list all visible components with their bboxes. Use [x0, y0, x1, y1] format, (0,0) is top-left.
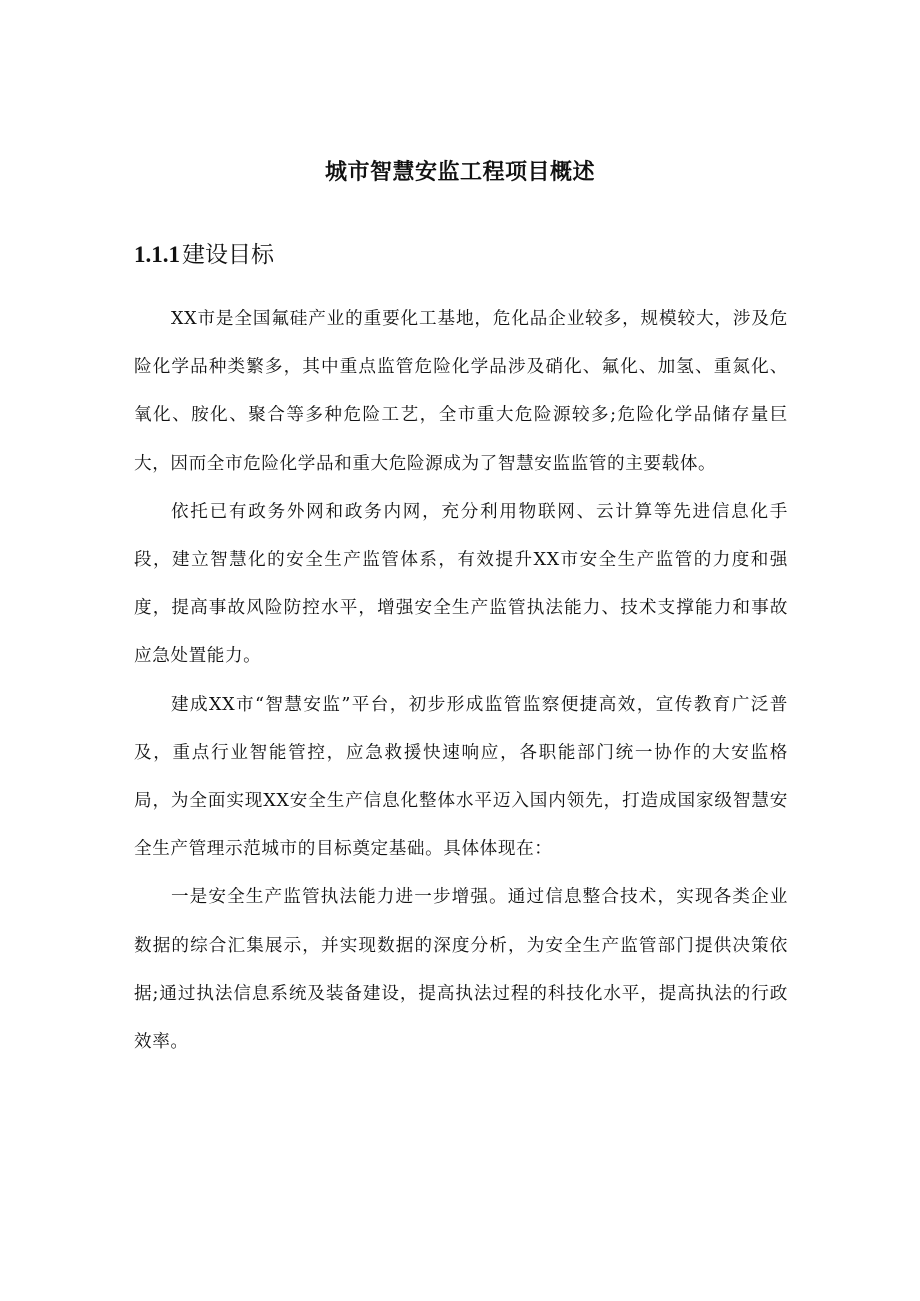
section-heading — [134, 237, 274, 273]
section-number: 1.1.1 — [134, 242, 180, 267]
body-text — [134, 295, 788, 1066]
paragraph: 一是安全生产监管执法能力进一步增强。通过信息整合技术，实现各类企业数据的综合汇集展示，并实现数据的深度分析，为安全生产监管部门提供决策依据;通过执法信息系统及装备建设，提高执法过程的科技化水平，提高执法的行政效率。 — [134, 887, 788, 1053]
paragraph: XX市是全国氟硅产业的重要化工基地，危化品企业较多，规模较大，涉及危险化学品种类繁多，其中重点监管危险化学品涉及硝化、氟化、加氢、重氮化、氧化、胺化、聚合等多种危险工艺，全市重大危险源较多;危险化学品储存量巨大，因而全市危险化学品和重大危险源成为了智慧安监监管的主要载体。 — [134, 309, 788, 474]
paragraph: 建成XX市“智慧安监”平台，初步形成监管监察便捷高效，宣传教育广泛普及，重点行业智能管控，应急救援快速响应，各职能部门统一协作的大安监格局，为全面实现XX安全生产信息化整体水平迈入国内领先，打造成国家级智慧安全生产管理示范城市的目标奠定基础。具体体现在： — [134, 694, 788, 860]
section-title: 建设目标 — [182, 242, 274, 268]
paragraph: 依托已有政务外网和政务内网，充分利用物联网、云计算等先进信息化手段，建立智慧化的安全生产监管体系，有效提升XX市安全生产监管的力度和强度，提高事故风险防控水平，增强安全生产监管执法能力、技术支撑能力和事故应急处置能力。 — [134, 501, 788, 667]
document-title: 城市智慧安监工程项目概述 — [324, 160, 595, 185]
